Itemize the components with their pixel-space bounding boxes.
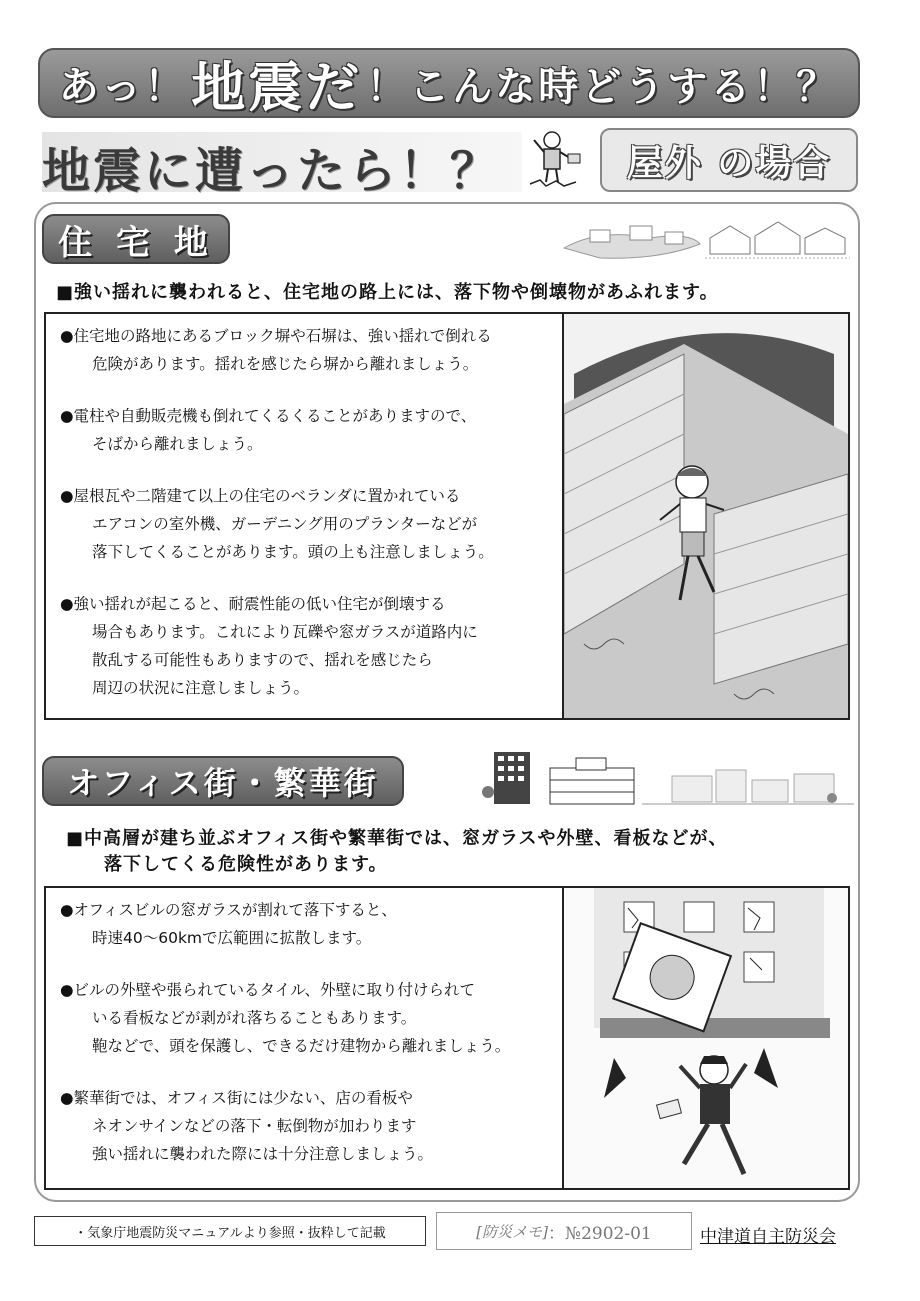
residential-item-2: [60, 402, 562, 458]
office-item-2: [60, 976, 562, 1060]
title-text: [40, 50, 858, 119]
office-item-2-line1: ●ビルの外壁や張られているタイル、外壁に取り付けられて: [60, 981, 475, 999]
buildings-icon: [480, 748, 640, 808]
office-item-1-line1: ●オフィスビルの窓ガラスが割れて落下すると、: [60, 901, 397, 919]
houses-icon: [560, 208, 850, 270]
street-icon: [642, 766, 854, 810]
office-item-1: [60, 896, 562, 952]
residential-item-1: [60, 322, 562, 378]
residential-item-4-line3: 散乱する可能性もありますので、揺れを感じたら: [92, 651, 433, 669]
residential-lead: ■強い揺れに襲われると、住宅地の路上には、落下物や倒壊物があふれます。: [56, 282, 719, 303]
office-lead-line2: 落下してくる危険性があります。: [104, 854, 388, 875]
office-item-2-line2: いる看板などが剥がれ落ちることもあります。: [92, 1009, 417, 1027]
section-tab-residential: [42, 214, 230, 264]
title-prefix: あっ！: [58, 63, 188, 110]
earthquake-person-icon: [526, 128, 586, 192]
residential-item-1-line2: 危険があります。揺れを感じたら塀から離れましょう。: [92, 355, 479, 373]
residential-item-3-line3: 落下してくることがあります。頭の上も注意しましょう。: [92, 543, 494, 561]
residential-item-3-line1: ●屋根瓦や二階建て以上の住宅のベランダに置かれている: [60, 487, 461, 505]
source-note: [34, 1216, 426, 1246]
residential-item-1-line1: ●住宅地の路地にあるブロック塀や石塀は、強い揺れで倒れる: [60, 327, 492, 345]
residential-item-4-line1: ●強い揺れが起こると、耐震性能の低い住宅が倒壊する: [60, 595, 446, 613]
office-item-3-line3: 強い揺れに襲われた際には十分注意しましょう。: [92, 1145, 434, 1163]
title-banner: [38, 48, 860, 118]
office-item-3: [60, 1084, 562, 1168]
residential-item-4-line2: 場合もあります。これにより瓦礫や窓ガラスが道路内に: [92, 623, 478, 641]
residential-illustration: [562, 312, 850, 720]
office-lead-line1: ■中高層が建ち並ぶオフィス街や繁華街では、窓ガラスや外壁、看板などが、: [66, 828, 728, 849]
residential-tab-label: 住 宅 地: [58, 222, 214, 263]
office-item-3-line1: ●繁華街では、オフィス街には少ない、店の看板や: [60, 1089, 413, 1107]
residential-item-3-line2: エアコンの室外機、ガーデニング用のプランターなどが: [92, 515, 478, 533]
office-item-1-line2: 時速40〜60kmで広範囲に拡散します。: [92, 929, 372, 947]
memo-box: [436, 1212, 692, 1250]
title-main: 地震だ: [191, 55, 363, 119]
subtitle: 地震に遭ったら！？: [42, 132, 522, 192]
section-tab-office: [42, 756, 404, 806]
source-note-text: ・気象庁地震防災マニュアルより参照・抜粋して記載: [74, 1225, 386, 1241]
residential-item-3: [60, 482, 562, 566]
location-badge: 屋外 の場合: [600, 128, 858, 192]
title-suffix: ！こんな時どうする！？: [366, 63, 840, 110]
residential-item-4: [60, 590, 562, 702]
residential-item-2-line2: そばから離れましょう。: [92, 435, 263, 453]
residential-item-2-line1: ●電柱や自動販売機も倒れてくるくることがありますので、: [60, 407, 477, 425]
office-item-3-line2: ネオンサインなどの落下・転倒物が加わります: [92, 1117, 417, 1135]
office-tab-label: オフィス街・繁華街: [67, 764, 379, 802]
memo-label: [防災メモ]: [476, 1222, 548, 1241]
organization-name: 中津道自主防災会: [700, 1227, 836, 1247]
office-illustration: [562, 886, 850, 1190]
residential-item-4-line4: 周辺の状況に注意しましょう。: [92, 679, 310, 697]
residential-text-box: [44, 312, 564, 720]
office-text-box: [44, 886, 564, 1190]
office-item-2-line3: 鞄などで、頭を保護し、できるだけ建物から離れましょう。: [92, 1037, 511, 1055]
memo-number: ：№2902-01: [547, 1223, 652, 1244]
